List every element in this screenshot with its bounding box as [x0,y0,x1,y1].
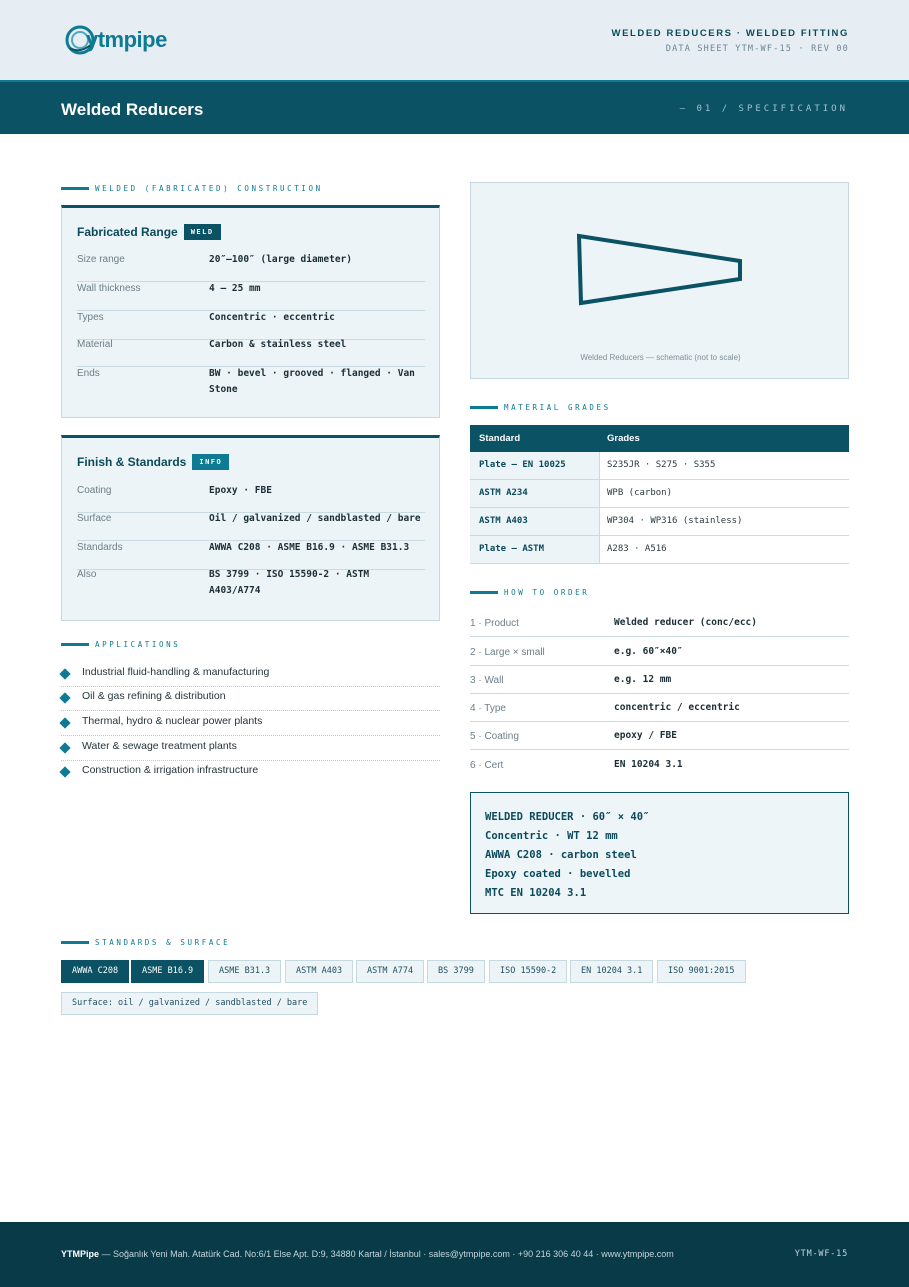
page-header [0,0,909,80]
weld-badge: WELD [184,224,221,240]
example-line: WELDED REDUCER · 60″ × 40″ [485,811,650,823]
footer-address: — Soğanlık Yeni Mah. Atatürk Cad. No:6/1 Else Apt. D:9, 34880 Kartal / İstanbul · sales@ytmpipe.com · +90 216 306 40 44 · www.ytmpipe.com [101,1249,674,1259]
diamond-bullet-icon [59,692,70,703]
section-label-grades: MATERIAL GRADES [470,401,611,413]
standard-chip: EN 10204 3.1 [570,960,653,983]
order-row: 4 · Type concentric / eccentric [470,694,849,722]
order-example-box [470,792,849,914]
spec-row: Size range 20″–100″ (large diameter) [77,254,425,282]
standard-chip: ASTM A403 [285,960,353,983]
spec-row: Types Concentric · eccentric [77,312,425,340]
section-label-standards: STANDARDS & SURFACE [61,936,230,948]
reducer-schematic [470,182,849,379]
page-title: Welded Reducers [61,100,204,119]
order-row: 5 · Coating epoxy / FBE [470,722,849,750]
table-header: Standard Grades [470,425,849,452]
list-item: Industrial fluid-handling & manufacturing [61,663,440,687]
document-code: DATA SHEET YTM-WF-15 · REV 00 [665,44,849,54]
footer-contact [61,1249,674,1259]
order-row: 6 · Cert EN 10204 3.1 [470,759,683,771]
example-line: Concentric · WT 12 mm [485,830,618,842]
section-label-construction: WELDED (FABRICATED) CONSTRUCTION [61,182,323,194]
diamond-bullet-icon [59,742,70,753]
example-line: AWWA C208 · carbon steel [485,849,637,861]
spec-row: Surface Oil / galvanized / sandblasted / bare [77,513,425,541]
diamond-bullet-icon [59,717,70,728]
spec-row: Coating Epoxy · FBE [77,485,425,513]
logo-wordmark: ytmpipe [86,27,167,52]
standard-chip: ASTM A774 [356,960,424,983]
standard-chip: ISO 15590-2 [489,960,567,983]
standard-chip: ASME B31.3 [208,960,281,983]
table-row: ASTM A403 WP304 · WP316 (stainless) [470,508,849,536]
title-band [0,80,909,134]
surface-chip: Surface: oil / galvanized / sandblasted / bare [61,992,318,1015]
list-item: Construction & irrigation infrastructure [61,761,440,785]
standard-chip: ISO 9001:2015 [657,960,746,983]
spec-row: Wall thickness 4 – 25 mm [77,283,425,311]
order-row: 1 · Product Welded reducer (conc/ecc) [470,609,849,637]
spec-row: Ends BW · bevel · grooved · flanged · Van Stone [77,368,415,395]
page-footer [0,1222,909,1287]
list-item: Thermal, hydro & nuclear power plants [61,712,440,736]
schematic-caption: Welded Reducers — schematic (not to scale) [580,353,741,362]
finish-standards-card [61,435,440,621]
example-line: Epoxy coated · bevelled [485,868,631,880]
order-row: 3 · Wall e.g. 12 mm [470,666,849,694]
section-indicator: — 01 / SPECIFICATION [679,104,848,114]
footer-brand: YTMPipe [61,1249,100,1259]
info-badge: INFO [192,454,229,470]
footer-code: YTM-WF-15 [794,1249,848,1259]
diamond-bullet-icon [59,766,70,777]
standard-chip: AWWA C208 [61,960,129,983]
example-line: MTC EN 10204 3.1 [485,887,587,899]
list-item: Oil & gas refining & distribution [61,687,440,711]
reducer-diagram-icon [471,183,850,380]
diamond-bullet-icon [59,668,70,679]
spec-row: Material Carbon & stainless steel [77,339,425,367]
document-title: WELDED REDUCERS · WELDED FITTING [611,28,849,39]
section-label-applications: APPLICATIONS [61,638,180,650]
order-row: 2 · Large × small e.g. 60″×40″ [470,638,849,666]
table-row: ASTM A234 WPB (carbon) [470,480,849,508]
standard-chip: ASME B16.9 [131,960,204,983]
table-row: Plate — EN 10025 S235JR · S275 · S355 [470,452,849,480]
fabricated-range-card [61,205,440,418]
spec-row: Also BS 3799 · ISO 15590-2 · ASTM A403/A774 [77,569,370,596]
standard-chip: BS 3799 [427,960,485,983]
grades-table [470,425,849,564]
table-row: Plate — ASTM A283 · A516 [470,536,849,564]
list-item: Water & sewage treatment plants [61,737,440,761]
spec-row: Standards AWWA C208 · ASME B16.9 · ASME B31.3 [77,542,425,570]
section-label-order: HOW TO ORDER [470,586,589,598]
card-title: Finish & Standards [77,455,187,469]
card-title: Fabricated Range [77,225,178,239]
